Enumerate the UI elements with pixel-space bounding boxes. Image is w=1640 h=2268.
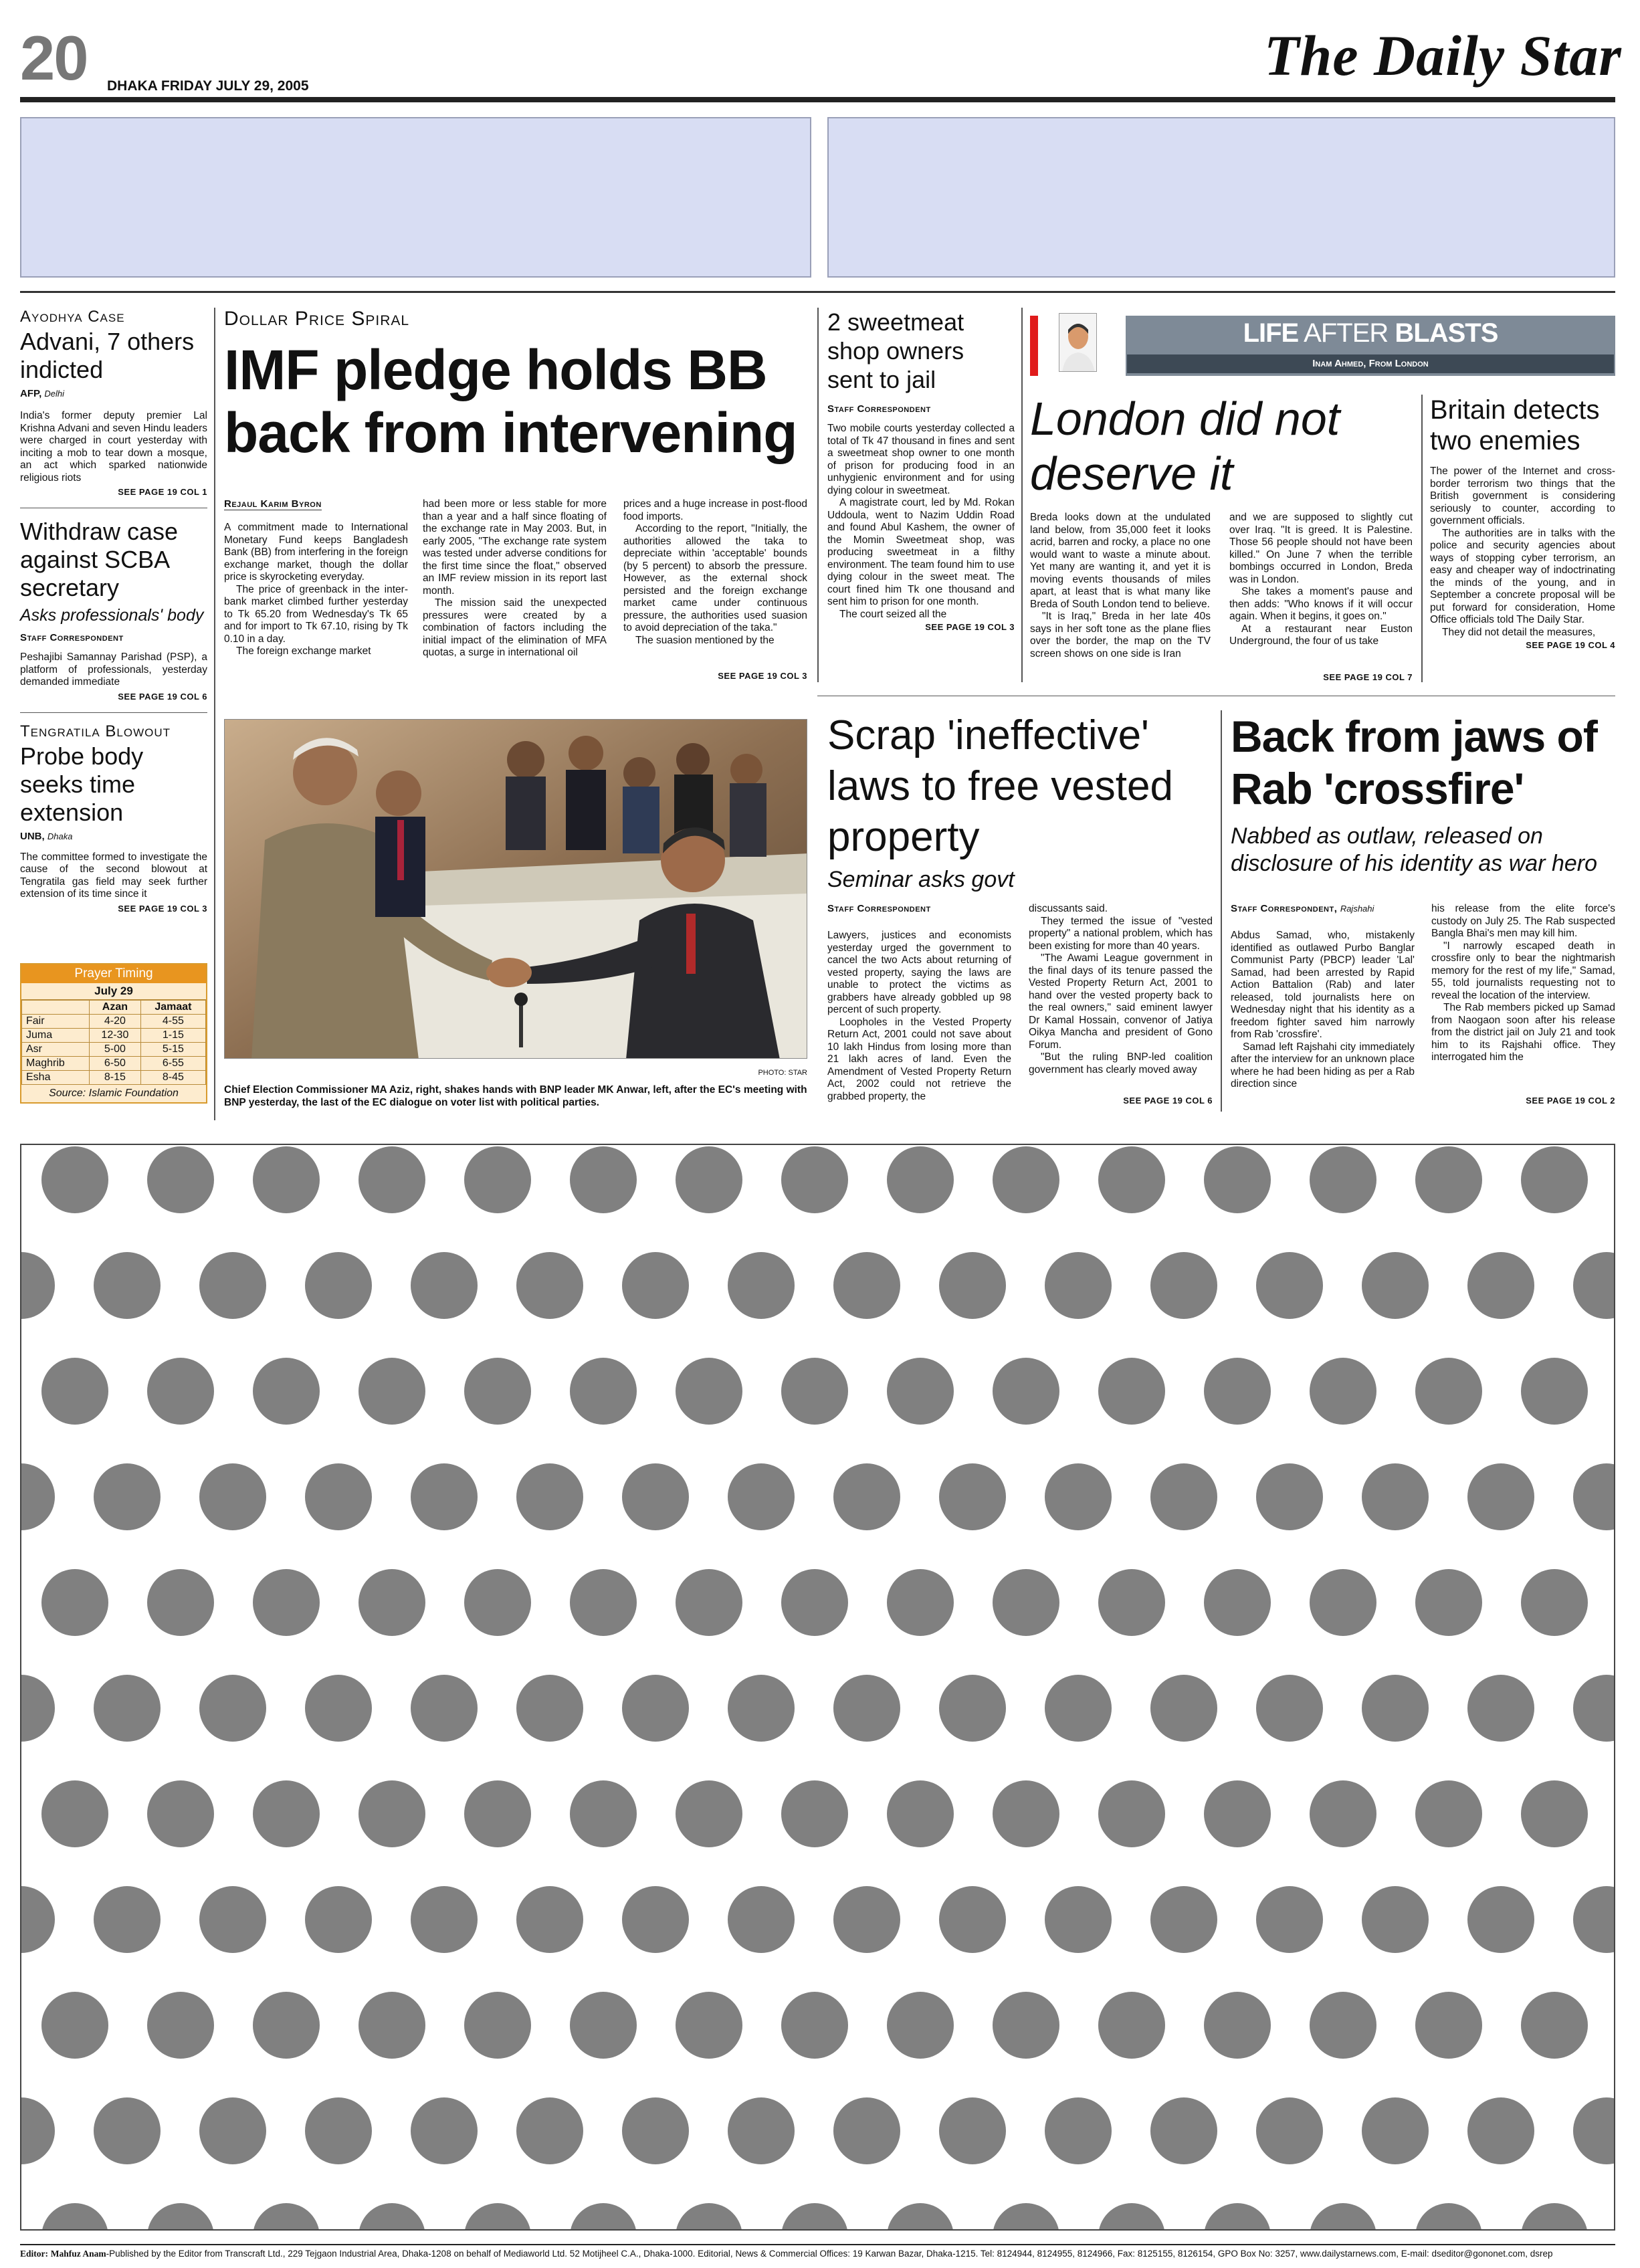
header-rule	[20, 97, 1615, 102]
paragraph: Abdus Samad, who, mistakenly identified as outlawed Purbo Banglar Communist Party (PBCP) leader 'Lal' Samad, had been arrested by Rapid Action Battalion (Rab) and later released, told journalists here on Wednesday night that his identity as a freedom fighter saved him narrowly from Rab 'crossfire'.	[1231, 930, 1415, 1040]
life-col-2	[1229, 512, 1413, 648]
vested-article	[827, 710, 1215, 893]
article-advani	[20, 308, 207, 497]
prayer-row	[22, 1029, 206, 1043]
masthead-logo: The Daily Star	[1264, 23, 1622, 88]
lead-article	[224, 308, 807, 464]
prayer-row	[22, 1043, 206, 1057]
byline: Staff Correspondent	[827, 403, 931, 415]
azan-time: 4-20	[89, 1015, 140, 1029]
byline: Staff Correspondent	[20, 632, 124, 643]
life-jump-link[interactable]: SEE PAGE 19 COL 7	[1323, 672, 1413, 682]
lead-col-3	[623, 498, 807, 647]
lead-jump-link[interactable]: SEE PAGE 19 COL 3	[718, 671, 807, 681]
jamaat-time: 1-15	[140, 1029, 205, 1043]
paragraph: At a restaurant near Euston Underground, the four of us take	[1229, 623, 1413, 647]
imprint-text: -Published by the Editor from Transcraft Ltd., 229 Tejgaon Industrial Area, Dhaka-1208 on behalf of Mediaworld Ltd. 52 Motijheel C.A., Dhaka-1000. Editorial, News & Commercial Offices: 19 Karwan Bazar, Dhaka-1215. Tel: 8124944, 8124955, 8124966, Fax: 8125155, 8126154, GPO Box No: 3257, www.dailystarnews.com, E-mail: dseditor@gononet.com, dsrep	[106, 2249, 1553, 2259]
rab-col-2	[1431, 903, 1615, 1064]
prayer-row	[22, 1057, 206, 1071]
column-rule	[1421, 395, 1423, 682]
columnist-photo	[1059, 313, 1097, 372]
handshake-photo-icon	[225, 720, 807, 1059]
vested-byline: Staff Correspondent	[827, 903, 931, 914]
headline[interactable]: Britain detects two enemies	[1430, 395, 1600, 455]
paragraph: "But the ruling BNP-led coalition government has clearly moved away	[1029, 1051, 1213, 1075]
kicker: Tengratila Blowout	[20, 722, 171, 740]
column-rule	[817, 308, 819, 682]
prayer-name: Juma	[22, 1029, 90, 1043]
prayer-table	[21, 1000, 206, 1085]
jamaat-time: 4-55	[140, 1015, 205, 1029]
body: India's former deputy premier Lal Krishna Advani and seven Hindu leaders were charged in court yesterday with inciting a mob to tear down a mosque, an act which sparked nationwide religious riots	[20, 410, 207, 484]
life-col-1	[1030, 512, 1211, 660]
body	[1430, 466, 1615, 639]
polka-dot-pattern-icon	[21, 1145, 1615, 2231]
place: Rajshahi	[1340, 904, 1374, 914]
paragraph: The suasion mentioned by the	[635, 634, 775, 646]
prayer-source: Source: Islamic Foundation	[49, 1088, 179, 1099]
column-rule	[1021, 308, 1023, 682]
paragraph: The court seized all the	[839, 608, 947, 620]
photo-credit: PHOTO: STAR	[758, 1069, 807, 1077]
article-tengratila	[20, 722, 207, 914]
prayer-timing-box	[20, 963, 207, 1104]
azan-time: 8-15	[89, 1071, 140, 1085]
place: Delhi	[44, 389, 65, 399]
paragraph: "I narrowly escaped death in crossfire only to bear the nightmarish memory for the rest of my life," Samad, 55, told journalists requesting not to reveal the location of the interview.	[1431, 940, 1615, 1001]
rab-col-1	[1231, 930, 1415, 1091]
paragraph: his release from the elite force's custody on July 25. The Rab suspected Bangla Bhai's men may kill him.	[1431, 903, 1615, 939]
left-column	[20, 308, 207, 914]
body: Peshajibi Samannay Parishad (PSP), a platform of professionals, yesterday demanded immediate	[20, 651, 207, 688]
subhead: Seminar asks govt	[827, 867, 1015, 892]
britain-article	[1430, 395, 1615, 650]
article-scba	[20, 518, 207, 702]
vested-col-1	[827, 930, 1011, 1103]
paragraph: "The Awami League government in the final days of its tenure passed the Vested Property Return Act, 2001 to hand over the vested property back to the real owners," said eminent lawyer Dr Kamal Hossain, convenor of Jatiya Oikya Mancha and president of Gono Forum.	[1029, 952, 1213, 1051]
column-rule	[1221, 710, 1222, 1112]
paragraph: The foreign exchange market	[236, 645, 371, 657]
place: Dhaka	[47, 831, 73, 841]
paragraph: "It is Iraq," Breda in her late 40s says in her soft tone as the plane flies over the border, the map on the TV screen shows on one side is Iran	[1030, 611, 1211, 659]
banner-word: LIFE	[1243, 318, 1299, 348]
prayer-date: July 29	[21, 983, 206, 1000]
headline[interactable]: Advani, 7 others indicted	[20, 328, 195, 383]
body: The committee formed to investigate the cause of the second blowout at Tengratila gas field may seek further extension of its time since it	[20, 851, 207, 900]
lead-col-1	[224, 522, 408, 658]
paragraph: She takes a moment's pause and then adds: "Who knows if it will occur again. When it begins, it goes on."	[1229, 586, 1413, 622]
paragraph: A commitment made to International Monetary Fund keeps Bangladesh Bank (BB) from interfering in the foreign exchange market, though the dollar price is skyrocketing everyday.	[224, 522, 408, 583]
prayer-name: Esha	[22, 1071, 90, 1085]
jamaat-time: 6-55	[140, 1057, 205, 1071]
section-divider	[20, 291, 1615, 293]
prayer-name: Asr	[22, 1043, 90, 1057]
body	[827, 423, 1015, 621]
jamaat-time: 8-45	[140, 1071, 205, 1085]
headline[interactable]: Scrap 'ineffective' laws to free vested property	[827, 712, 1173, 860]
rab-article	[1231, 710, 1615, 878]
source: AFP,	[20, 388, 42, 399]
paragraph: They did not detail the measures,	[1442, 626, 1596, 638]
page-number: 20	[20, 23, 88, 93]
paragraph: had been more or less stable for more than a year and a half since floating of the exchange rate in May 2003. But, in early 2005, "The exchange rate system was tested under adverse conditions for the first time since the float," observed an IMF review mission in its report last month.	[423, 498, 607, 597]
life-headline[interactable]: London did not deserve it	[1030, 393, 1340, 500]
lead-col-2	[423, 498, 607, 659]
kicker: Ayodhya Case	[20, 308, 125, 326]
dateline-source	[20, 831, 207, 842]
person-icon	[1059, 314, 1097, 372]
paragraph: Two mobile courts yesterday collected a total of Tk 47 thousand in fines and sent a sweetmeat shop owner to one month of prison for producing food in an unhygienic environment and for using dying colour in sweetmeat.	[827, 423, 1015, 496]
prayer-title: Prayer Timing	[21, 964, 206, 983]
headline[interactable]: Back from jaws of Rab 'crossfire'	[1231, 712, 1597, 813]
paragraph: The price of greenback in the inter-bank market climbed further yesterday to Tk 65.20 from Wednesday's Tk 65 and for import to Tk 67.10, rising by Tk 0.10 in a day.	[224, 583, 408, 645]
azan-time: 12-30	[89, 1029, 140, 1043]
paragraph: The mission said the unexpected pressures were created by a combination of factors including the initial impact of the elimination of MFA quotas, a surge in international oil	[423, 597, 607, 658]
banner-word: BLASTS	[1395, 318, 1498, 348]
jump-link[interactable]: SEE PAGE 19 COL 6	[118, 691, 207, 702]
prayer-row	[22, 1015, 206, 1029]
prayer-name: Fair	[22, 1015, 90, 1029]
jump-link[interactable]: SEE PAGE 19 COL 3	[118, 903, 207, 914]
jamaat-time: 5-15	[140, 1043, 205, 1057]
prayer-col-azan: Azan	[89, 1001, 140, 1015]
bottom-ad-placeholder	[20, 1144, 1615, 2231]
paragraph: discussants said.	[1029, 903, 1108, 914]
headline[interactable]: Probe body seeks time extension	[20, 742, 144, 826]
paragraph: Loopholes in the Vested Property Return Act, 2001 could not save about 10 lakh Hindus from losing more than 21 lakh acres of land. Even the Amendment of Vested Property Return Act, 2002 could not retrieve the grabbed property, the	[827, 1016, 1011, 1102]
series-banner	[1126, 316, 1615, 376]
news-photo	[224, 719, 807, 1059]
subhead: Asks professionals' body	[20, 606, 204, 625]
paragraph: Samad left Rajshahi city immediately after the interview for an unknown place where he had been hiding as per a Rab direction since	[1231, 1041, 1415, 1090]
prayer-col-jamaat: Jamaat	[140, 1001, 205, 1015]
paragraph: prices and a huge increase in post-flood food imports.	[623, 498, 807, 522]
photo-caption: Chief Election Commissioner MA Aziz, right, shakes hands with BNP leader MK Anwar, left, after the EC's meeting with BNP yesterday, the last of the EC dialogue on voter list with political parties.	[224, 1084, 807, 1108]
lead-byline: Rejaul Karim Byron	[224, 498, 322, 510]
rab-byline	[1231, 903, 1374, 915]
prayer-row	[22, 1071, 206, 1085]
paragraph: They termed the issue of "vested property" a national problem, which has been existing for more than 40 years.	[1029, 915, 1213, 952]
banner-word: AFTER	[1304, 318, 1389, 348]
byline: Staff Correspondent,	[1231, 903, 1338, 914]
paragraph: The authorities are in talks with the police and security agencies about ways of stopping cyber terrorism, an easy and cheaper way of indoctrinating the minds of the young, and in September a concrete proposal will be put forward for consideration, Home Office officials told The Daily Star.	[1430, 527, 1615, 625]
jump-link[interactable]: SEE PAGE 19 COL 4	[1526, 640, 1615, 650]
paragraph: The power of the Internet and cross-border terrorism two things that the British government is considering seriously to counter, according to government officials.	[1430, 466, 1615, 526]
headline[interactable]: 2 sweetmeat shop owners sent to jail	[827, 308, 964, 393]
azan-time: 5-00	[89, 1043, 140, 1057]
divider	[20, 712, 207, 713]
top-ad-slot-left	[20, 117, 811, 278]
banner-byline: Inam Ahmed, From London	[1127, 354, 1614, 373]
sweetmeat-article	[827, 308, 1015, 632]
vested-jump-link[interactable]: SEE PAGE 19 COL 6	[1123, 1096, 1213, 1106]
footer-rule	[20, 2244, 1615, 2245]
red-marker	[1030, 316, 1038, 376]
dateline: DHAKA FRIDAY JULY 29, 2005	[107, 78, 309, 94]
source: UNB,	[20, 830, 45, 842]
top-ad-slot-right	[827, 117, 1615, 278]
column-rule	[214, 308, 215, 1120]
kicker: Dollar Price Spiral	[224, 308, 410, 330]
paragraph: A magistrate court, led by Md. Rokan Uddoula, went to Nazim Uddin Road and found Abul Kashem, the owner of the Momin Sweetmeat shop, was producing sweetmeat in a filthy environment. The team found him to use dying colour in the sweet meat. The court fined him Tk one thousand and sent him to prison for one month.	[827, 497, 1015, 607]
jump-link[interactable]: SEE PAGE 19 COL 1	[118, 487, 207, 497]
paragraph: Breda looks down at the undulated land below, from 35,000 feet it looks acrid, barren and rocky, a place no one would want to waste a minute about. Yet many are wanting it, and yet it is moving events thousands of miles apart, at least that is what many like Breda of South London tend to believe.	[1030, 512, 1211, 610]
prayer-name: Maghrib	[22, 1057, 90, 1071]
footer-imprint	[20, 2249, 1625, 2259]
rab-jump-link[interactable]: SEE PAGE 19 COL 2	[1526, 1096, 1615, 1106]
subhead: Nabbed as outlaw, released on disclosure of his identity as war hero	[1231, 823, 1598, 876]
paragraph: and we are supposed to slightly cut over Iraq. "It is greed. It is Palestine. Those 56 people should not have been killed." On June 7 when the terrible bombings occurred in London, Breda was in London.	[1229, 512, 1413, 585]
headline[interactable]: Withdraw case against SCBA secretary	[20, 518, 179, 601]
headline[interactable]: IMF pledge holds BB back from intervening	[224, 338, 797, 464]
vested-col-2	[1029, 903, 1213, 1076]
paragraph: The Rab members picked up Samad from Naogaon soon after his release from the district jail on July 21 and took him to its Rajshahi office. They interrogated him the	[1431, 1002, 1615, 1063]
editor-name: Mahfuz Anam	[50, 2249, 106, 2259]
prayer-header-row	[22, 1001, 206, 1015]
prayer-col-blank	[22, 1001, 90, 1015]
jump-link[interactable]: SEE PAGE 19 COL 3	[925, 622, 1015, 632]
paragraph: According to the report, "Initially, the authorities allowed the taka to depreciate within 'acceptable' bounds (by 5 percent) to absorb the pressure. However, as the external shock persisted and the foreign exchange market came under continuous pressure, the authorities used suasion to avoid depreciation of the taka."	[623, 523, 807, 633]
editor-label: Editor:	[20, 2249, 48, 2259]
banner-title	[1126, 316, 1615, 350]
paragraph: Lawyers, justices and economists yesterday urged the government to cancel the two Acts about returning of vested property, saying the laws are unable to protect the victims as grabbers have already gobbled up 98 percent of such property.	[827, 930, 1011, 1015]
azan-time: 6-50	[89, 1057, 140, 1071]
dateline-source	[20, 388, 207, 399]
